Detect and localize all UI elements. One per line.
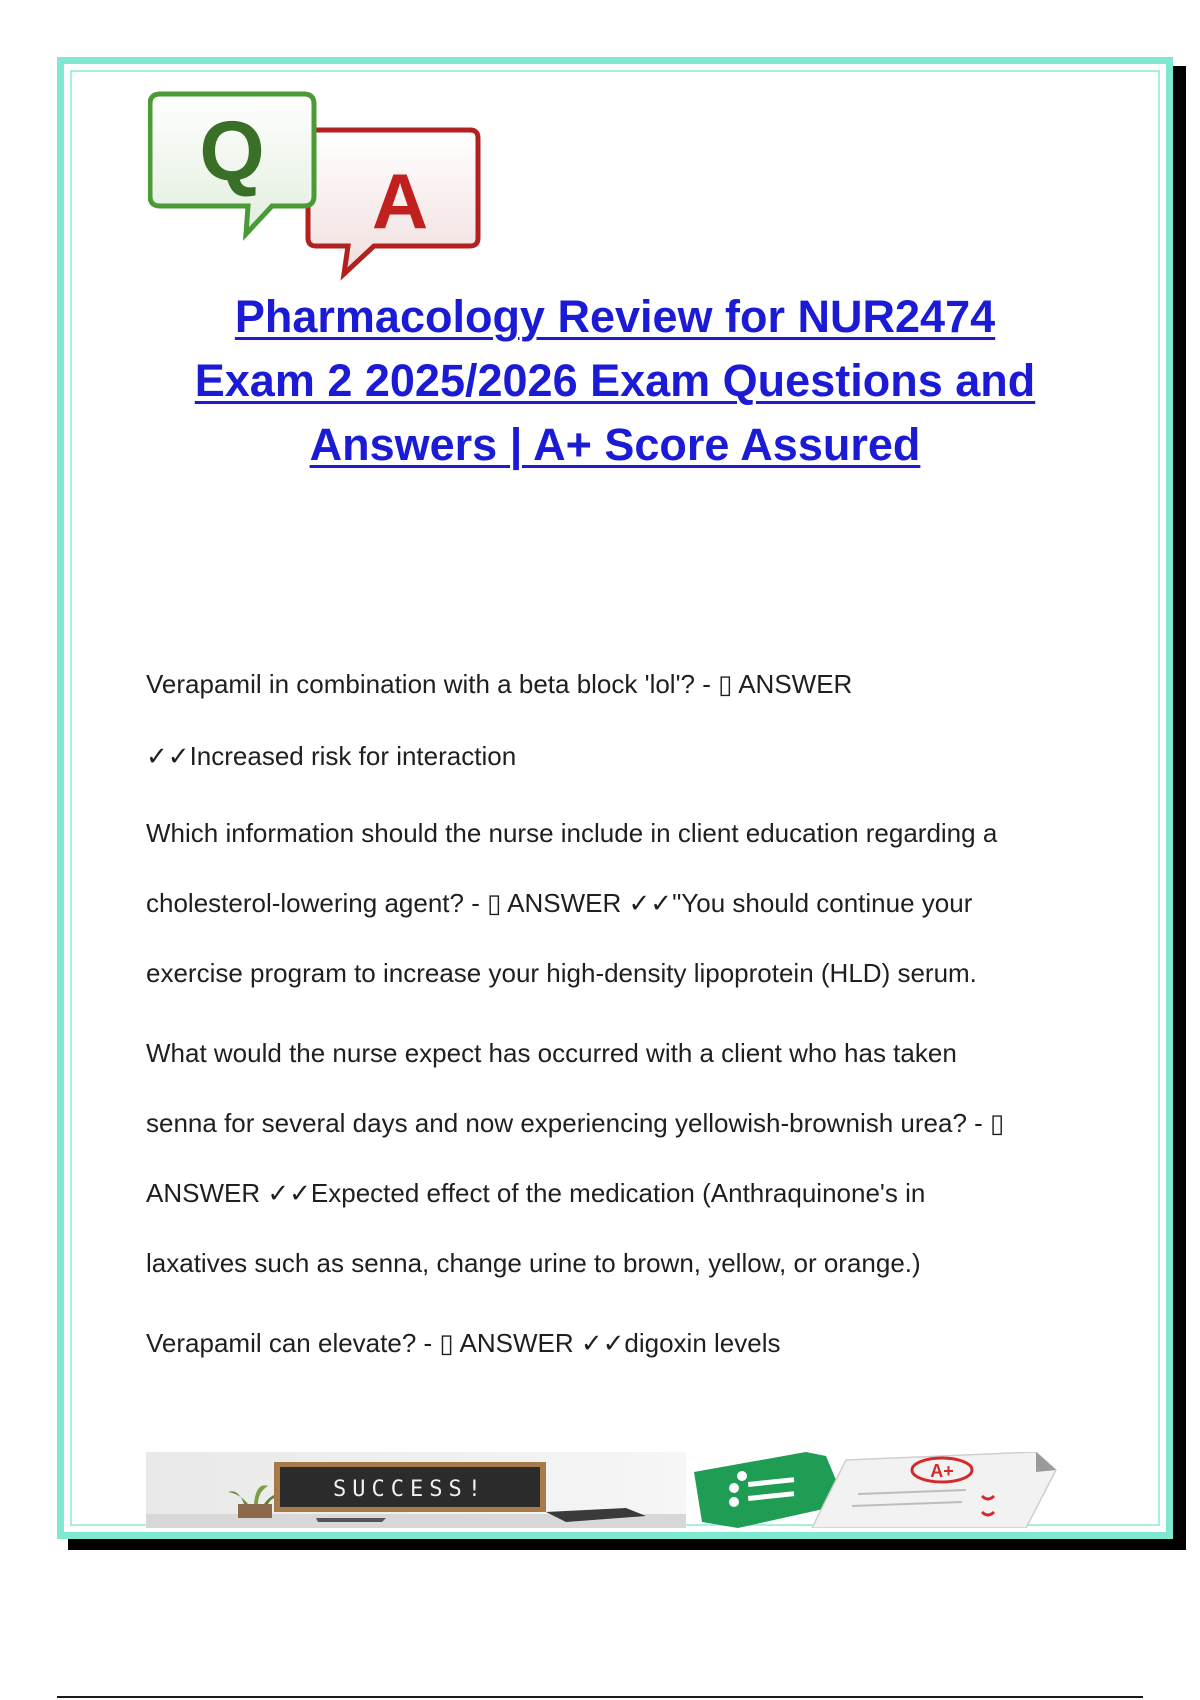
qa-line: laxatives such as senna, change urine to brown, yellow, or orange.)	[146, 1248, 921, 1278]
qa-line: ✓✓Increased risk for interaction	[146, 741, 517, 771]
title-line-3[interactable]: Answers | A+ Score Assured	[309, 419, 921, 470]
qa-line: ANSWER ✓✓Expected effect of the medication (Anthraquinone's in	[146, 1178, 926, 1208]
title-line-1[interactable]: Pharmacology Review for NUR2474	[234, 291, 996, 342]
qa-line: Verapamil in combination with a beta block 'lol'? - ▯ ANSWER	[146, 669, 853, 699]
title-line-2[interactable]: Exam 2 2025/2026 Exam Questions and	[194, 355, 1036, 406]
graded-paper-icon	[812, 1452, 1056, 1528]
success-banner	[146, 1452, 1066, 1528]
qa-line: Which information should the nurse include in client education regarding a	[146, 818, 998, 848]
qa-speech-bubbles-icon	[148, 88, 488, 288]
qa-item	[146, 798, 1096, 1008]
qa-line: cholesterol-lowering agent? - ▯ ANSWER ✓✓"You should continue your	[146, 888, 973, 918]
grade-text: A+	[930, 1461, 954, 1481]
qa-line: What would the nurse expect has occurred with a client who has taken	[146, 1038, 957, 1068]
qa-list	[146, 648, 1096, 1378]
success-chalkboard-icon	[274, 1462, 546, 1512]
qa-line: exercise program to increase your high-density lipoprotein (HLD) serum.	[146, 958, 977, 988]
qa-line: Verapamil can elevate? - ▯ ANSWER ✓✓digoxin levels	[146, 1328, 781, 1358]
success-text: SUCCESS!	[333, 1477, 487, 1502]
q-letter: Q	[199, 104, 265, 198]
qa-item	[146, 648, 1096, 792]
qa-item	[146, 1018, 1096, 1298]
page-divider	[57, 1696, 1143, 1698]
page-title[interactable]	[150, 285, 1080, 477]
a-letter: A	[371, 157, 429, 245]
qa-item	[146, 1308, 1096, 1378]
qa-line: senna for several days and now experiencing yellowish-brownish urea? - ▯	[146, 1108, 1005, 1138]
